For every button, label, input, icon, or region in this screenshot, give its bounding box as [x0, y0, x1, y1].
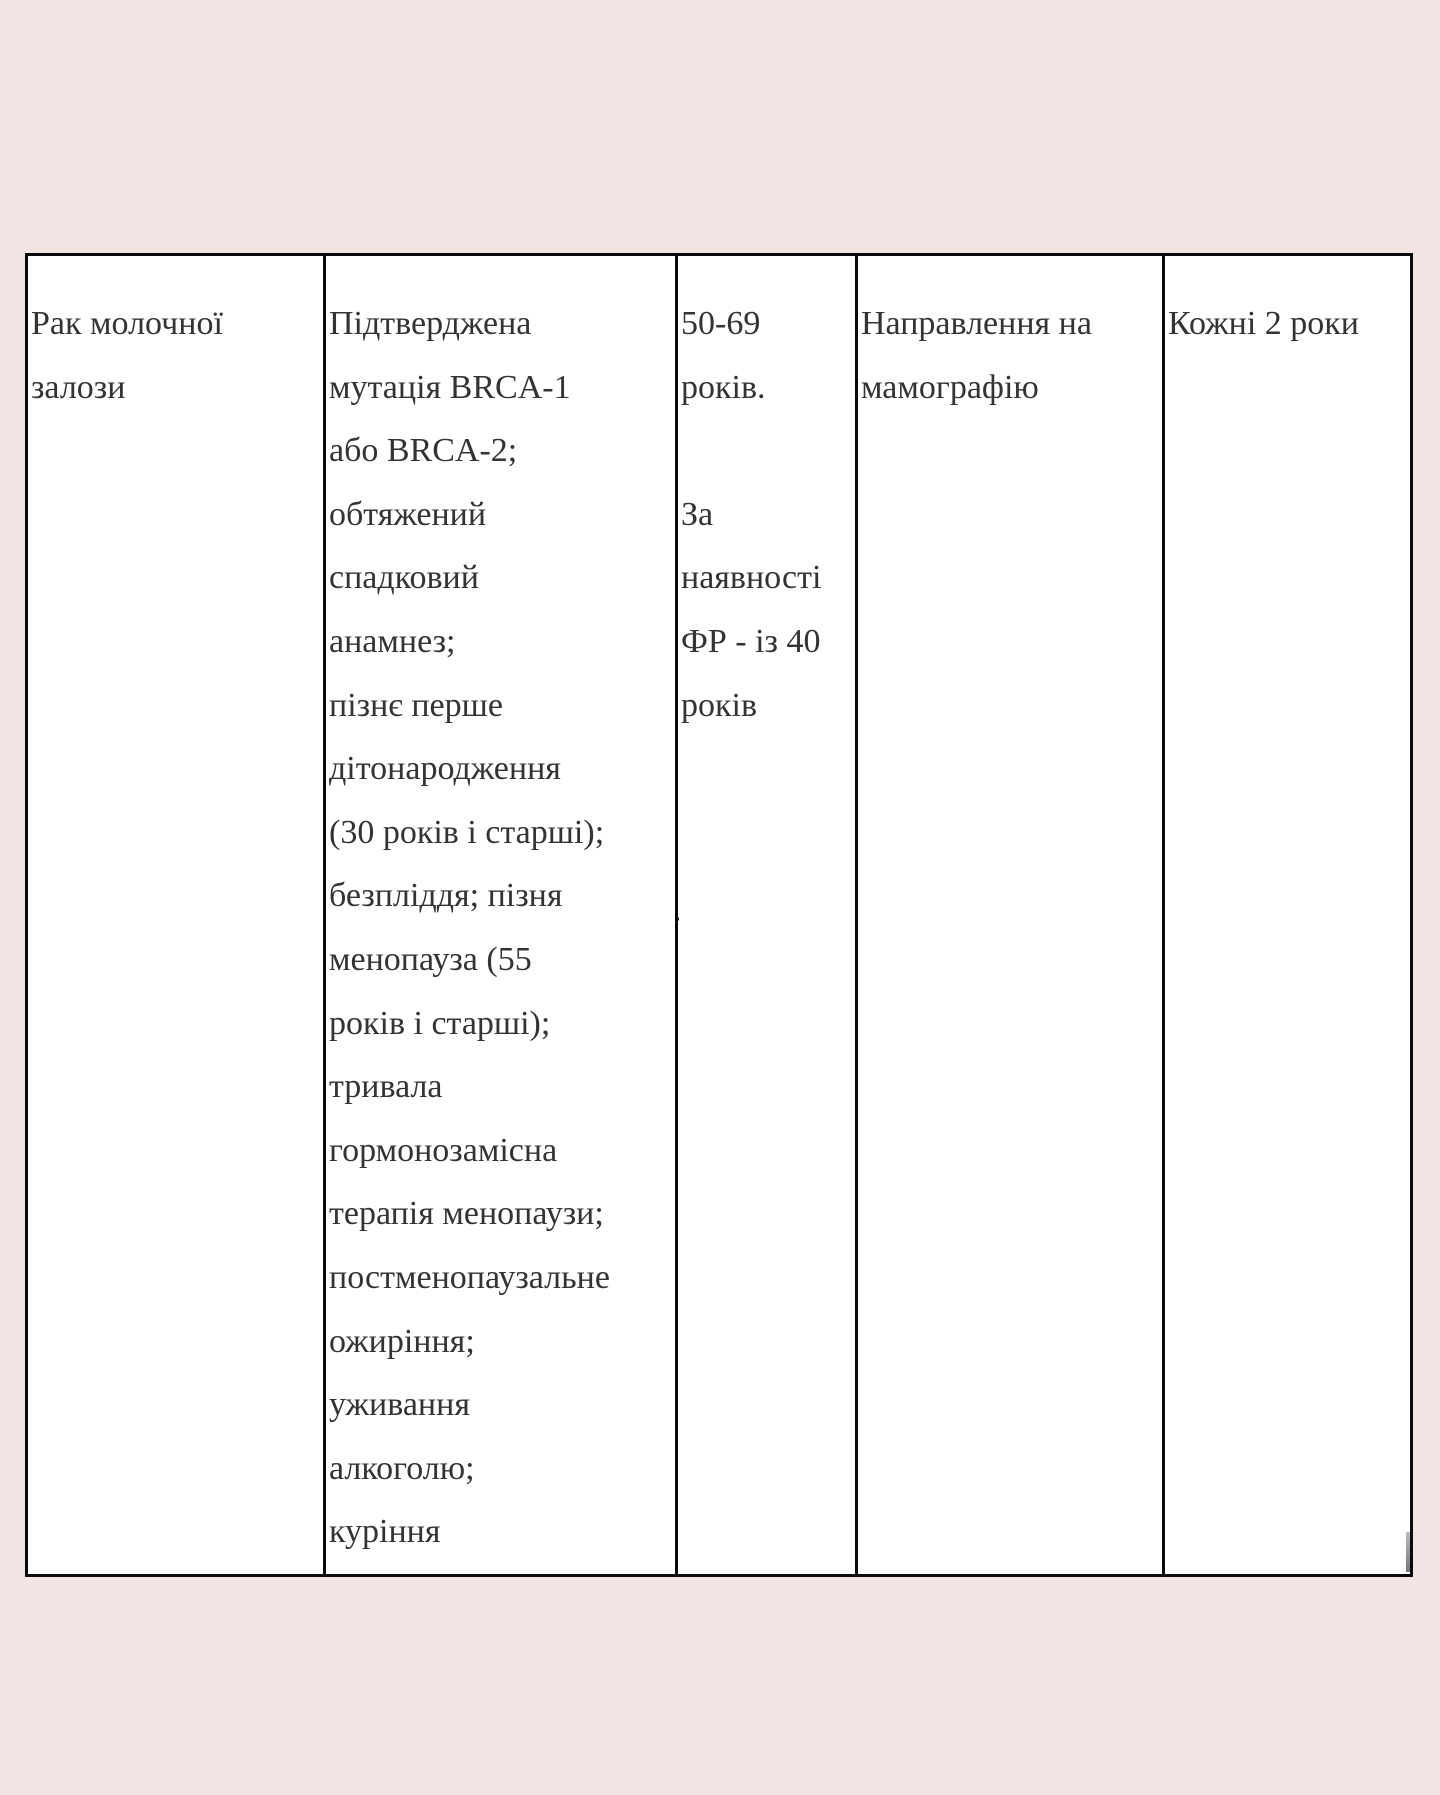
cell-text-line: постменопаузальне: [329, 1258, 610, 1296]
cell-text-line: Кожні 2 роки: [1168, 305, 1359, 342]
cell-text-line: років: [681, 686, 758, 724]
cell-text-line: алкоголю;: [329, 1449, 475, 1487]
screening-table: [25, 253, 1413, 1577]
cell-text-line: (30 років і старші);: [329, 813, 605, 851]
cell-text-line: менопауза (55: [329, 940, 532, 978]
cell-action: [855, 256, 1162, 1574]
cell-text-line: пізнє перше: [329, 686, 503, 724]
cell-text-line: наявності: [681, 559, 822, 597]
cell-text-line: куріння: [329, 1513, 441, 1551]
cell-text-line: [681, 419, 855, 483]
cell-text-line: ФР - із 40: [681, 622, 821, 660]
cell-text-line: анамнез;: [329, 622, 456, 660]
cell-text-line: обтяжений: [329, 495, 487, 533]
cell-text-line: терапія менопаузи;: [329, 1195, 604, 1233]
cell-text-line: ожиріння;: [329, 1322, 475, 1360]
cell-text-line: 50-69: [681, 305, 761, 342]
cell-text-line: спадковий: [329, 559, 479, 597]
cell-text-line: років і старші);: [329, 1004, 551, 1042]
cell-frequency: [1162, 256, 1413, 1574]
cell-text-line: Направлення на: [861, 305, 1092, 342]
cell-age: [675, 256, 855, 1574]
cell-disease: [28, 256, 323, 1574]
cell-text-line: Підтверджена: [329, 305, 532, 342]
cell-text-line: мамографію: [861, 368, 1039, 406]
cell-text-line: безпліддя; пізня: [329, 877, 563, 915]
cell-text-line: мутація BRCA-1: [329, 368, 571, 406]
cell-text-line: гормонозамісна: [329, 1131, 558, 1169]
cell-text-line: тривала: [329, 1068, 443, 1106]
scroll-edge-mark: [1406, 1532, 1410, 1572]
cell-text-line: або BRCA-2;: [329, 432, 518, 470]
cell-text-line: уживання: [329, 1386, 470, 1424]
cell-text-line: дітонародження: [329, 750, 561, 788]
cell-text-line: За: [681, 495, 714, 533]
cell-text-line: залози: [31, 368, 126, 406]
cell-risk-factors: [323, 256, 675, 1574]
cell-text-line: років.: [681, 368, 766, 406]
cell-text-line: Рак молочної: [31, 305, 223, 342]
